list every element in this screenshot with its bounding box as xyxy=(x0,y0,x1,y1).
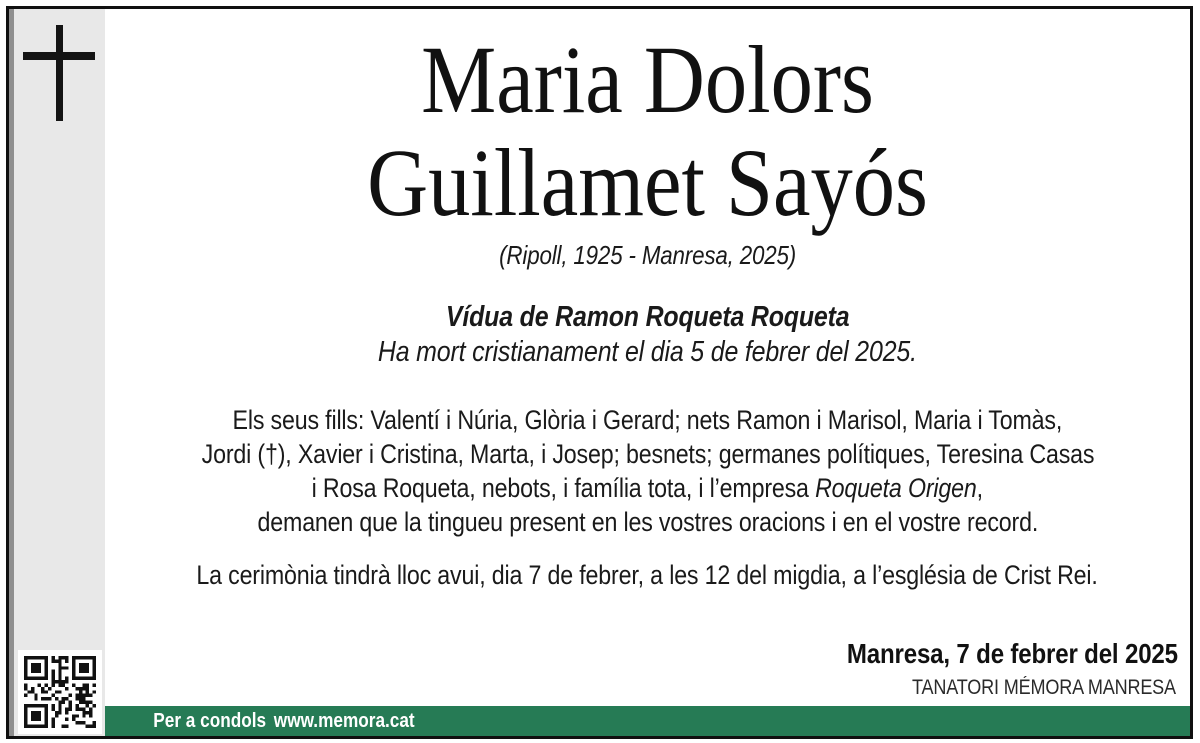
condolences-bar xyxy=(105,706,1190,736)
deceased-name-line2: Guillamet Sayós xyxy=(367,129,928,236)
family-paragraph-line3 xyxy=(105,471,1190,505)
family-paragraph-line1: Els seus fills: Valentí i Núria, Glòria i Gerard; nets Ramon i Marisol, Maria i Tomàs, xyxy=(232,405,1063,435)
relation-line: Vídua de Ramon Roqueta Roqueta xyxy=(445,301,850,333)
death-announcement: Ha mort cristianament el dia 5 de febrer del 2025. xyxy=(377,336,917,368)
notice-body xyxy=(105,9,1190,736)
obituary-card xyxy=(6,6,1193,739)
deceased-name xyxy=(105,28,1190,234)
family-paragraph-line2: Jordi (†), Xavier i Cristina, Marta, i Josep; besnets; germanes polítiques, Teresina Casas xyxy=(201,439,1094,469)
latin-cross-icon xyxy=(23,25,95,121)
ceremony-line: La cerimònia tindrà lloc avui, dia 7 de febrer, a les 12 del migdia, a l’església de Crist Rei. xyxy=(196,560,1099,590)
company-suffix: , xyxy=(976,473,984,503)
qr-code xyxy=(18,650,102,734)
family-paragraph-line4: demanen que la tingueu present en les vostres oracions i en el vostre record. xyxy=(257,507,1038,537)
deceased-name-line1: Maria Dolors xyxy=(421,26,874,133)
sidebar xyxy=(9,9,105,736)
funeral-home: TANATORI MÉMORA MANRESA xyxy=(912,676,1176,699)
family-paragraph xyxy=(105,403,1190,539)
place-date: Manresa, 7 de febrer del 2025 xyxy=(847,638,1178,669)
life-span: (Ripoll, 1925 - Manresa, 2025) xyxy=(499,240,796,270)
company-prefix: i Rosa Roqueta, nebots, i família tota, i l’empresa xyxy=(311,473,816,503)
condolences-label: Per a condols xyxy=(153,709,267,732)
company-name: Roqueta Origen xyxy=(815,473,977,503)
condolences-url[interactable]: www.memora.cat xyxy=(273,709,415,732)
